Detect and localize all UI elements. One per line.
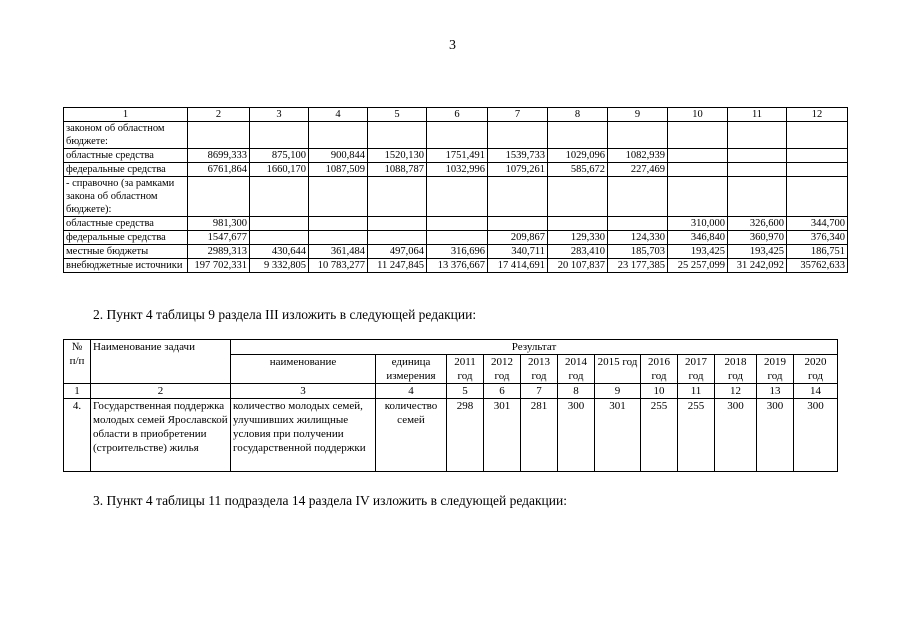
column-number: 3 <box>231 384 376 399</box>
page-number: 3 <box>449 38 456 53</box>
funding-value-cell: 310,000 <box>668 217 728 231</box>
funding-value-cell <box>250 231 309 245</box>
funding-row <box>64 163 848 177</box>
funding-row-label: федеральные средства <box>64 231 188 245</box>
funding-value-cell: 197 702,331 <box>188 259 250 273</box>
funding-value-cell <box>309 177 368 217</box>
funding-header-cell: 11 <box>728 108 787 122</box>
funding-value-cell: 1088,787 <box>368 163 427 177</box>
funding-value-cell: 900,844 <box>309 149 368 163</box>
funding-value-cell: 1520,130 <box>368 149 427 163</box>
column-number: 14 <box>794 384 838 399</box>
funding-value-cell <box>368 122 427 149</box>
year-header: 2020 год <box>794 355 838 384</box>
column-number: 7 <box>521 384 558 399</box>
row-unit: количество семей <box>376 399 447 472</box>
funding-value-cell <box>368 217 427 231</box>
funding-header-cell: 10 <box>668 108 728 122</box>
funding-value-cell: 209,867 <box>488 231 548 245</box>
funding-row <box>64 245 848 259</box>
funding-value-cell <box>250 177 309 217</box>
funding-value-cell: 1547,677 <box>188 231 250 245</box>
funding-header-cell: 2 <box>188 108 250 122</box>
column-number: 4 <box>376 384 447 399</box>
funding-value-cell: 6761,864 <box>188 163 250 177</box>
funding-value-cell <box>787 122 848 149</box>
paragraph-3: 3. Пункт 4 таблицы 11 подраздела 14 раздела IV изложить в следующей редакции: <box>93 493 567 508</box>
funding-value-cell: 1079,261 <box>488 163 548 177</box>
paragraph-2: 2. Пункт 4 таблицы 9 раздела III изложить в следующей редакции: <box>93 307 477 322</box>
funding-row <box>64 217 848 231</box>
funding-value-cell: 1660,170 <box>250 163 309 177</box>
funding-value-cell <box>548 217 608 231</box>
year-header: 2012 год <box>484 355 521 384</box>
funding-value-cell: 10 783,277 <box>309 259 368 273</box>
funding-value-cell <box>368 177 427 217</box>
funding-value-cell <box>309 217 368 231</box>
year-header: 2017 год <box>678 355 715 384</box>
column-number: 11 <box>678 384 715 399</box>
year-value: 301 <box>595 399 641 472</box>
funding-value-cell: 497,064 <box>368 245 427 259</box>
funding-value-cell <box>427 231 488 245</box>
funding-row-label: федеральные средства <box>64 163 188 177</box>
funding-row-label: местные бюджеты <box>64 245 188 259</box>
results-table <box>63 339 838 472</box>
funding-header-cell: 8 <box>548 108 608 122</box>
funding-header-cell: 9 <box>608 108 668 122</box>
funding-row-label: внебюджетные источники <box>64 259 188 273</box>
funding-header-cell: 5 <box>368 108 427 122</box>
funding-value-cell: 124,330 <box>608 231 668 245</box>
row-indicator-name: количество молодых семей, улучшивших жилищные условия при получении государственной поддержки <box>231 399 376 472</box>
funding-value-cell: 361,484 <box>309 245 368 259</box>
col-result-header: Результат <box>231 340 838 355</box>
funding-row-label: областные средства <box>64 217 188 231</box>
funding-value-cell: 1032,996 <box>427 163 488 177</box>
funding-value-cell: 344,700 <box>787 217 848 231</box>
column-number: 1 <box>64 384 91 399</box>
funding-value-cell: 326,600 <box>728 217 787 231</box>
funding-value-cell: 1087,509 <box>309 163 368 177</box>
funding-value-cell <box>427 217 488 231</box>
year-header: 2018 год <box>715 355 757 384</box>
funding-row <box>64 122 848 149</box>
funding-value-cell: 430,644 <box>250 245 309 259</box>
funding-value-cell: 1082,939 <box>608 149 668 163</box>
column-number: 8 <box>558 384 595 399</box>
column-number: 6 <box>484 384 521 399</box>
funding-value-cell <box>548 177 608 217</box>
funding-value-cell: 316,696 <box>427 245 488 259</box>
funding-value-cell <box>787 163 848 177</box>
funding-value-cell <box>608 122 668 149</box>
funding-value-cell: 23 177,385 <box>608 259 668 273</box>
funding-row-label: областные средства <box>64 149 188 163</box>
funding-value-cell: 283,410 <box>548 245 608 259</box>
column-number: 13 <box>757 384 794 399</box>
funding-value-cell: 346,840 <box>668 231 728 245</box>
row-number: 4. <box>64 399 91 472</box>
funding-value-cell: 129,330 <box>548 231 608 245</box>
funding-value-cell <box>787 149 848 163</box>
funding-value-cell <box>250 122 309 149</box>
funding-value-cell <box>548 122 608 149</box>
year-value: 298 <box>447 399 484 472</box>
year-value: 255 <box>678 399 715 472</box>
funding-row <box>64 177 848 217</box>
column-number: 9 <box>595 384 641 399</box>
funding-header-cell: 1 <box>64 108 188 122</box>
funding-value-cell: 17 414,691 <box>488 259 548 273</box>
funding-value-cell: 8699,333 <box>188 149 250 163</box>
results-data-row <box>64 399 838 472</box>
funding-value-cell <box>488 122 548 149</box>
funding-header-cell: 6 <box>427 108 488 122</box>
funding-value-cell: 13 376,667 <box>427 259 488 273</box>
funding-row <box>64 231 848 245</box>
funding-value-cell: 11 247,845 <box>368 259 427 273</box>
funding-value-cell: 20 107,837 <box>548 259 608 273</box>
funding-value-cell: 25 257,099 <box>668 259 728 273</box>
funding-header-cell: 3 <box>250 108 309 122</box>
funding-value-cell <box>488 177 548 217</box>
funding-value-cell: 31 242,092 <box>728 259 787 273</box>
funding-value-cell <box>668 163 728 177</box>
funding-value-cell: 875,100 <box>250 149 309 163</box>
funding-table <box>63 107 848 273</box>
funding-value-cell <box>309 231 368 245</box>
funding-value-cell: 193,425 <box>668 245 728 259</box>
funding-value-cell <box>368 231 427 245</box>
year-header: 2011 год <box>447 355 484 384</box>
year-value: 255 <box>641 399 678 472</box>
funding-value-cell <box>668 177 728 217</box>
funding-value-cell: 1539,733 <box>488 149 548 163</box>
funding-value-cell: 35762,633 <box>787 259 848 273</box>
funding-value-cell: 585,672 <box>548 163 608 177</box>
funding-value-cell <box>188 122 250 149</box>
funding-value-cell: 1029,096 <box>548 149 608 163</box>
funding-value-cell: 981,300 <box>188 217 250 231</box>
funding-value-cell <box>309 122 368 149</box>
funding-row <box>64 259 848 273</box>
year-value: 300 <box>794 399 838 472</box>
funding-value-cell: 376,340 <box>787 231 848 245</box>
year-value: 300 <box>757 399 794 472</box>
year-value: 281 <box>521 399 558 472</box>
year-value: 300 <box>715 399 757 472</box>
funding-header-cell: 4 <box>309 108 368 122</box>
funding-value-cell: 185,703 <box>608 245 668 259</box>
funding-header-cell: 7 <box>488 108 548 122</box>
column-number: 10 <box>641 384 678 399</box>
funding-row-label: - справочно (за рамками закона об областном бюджете): <box>64 177 188 217</box>
funding-value-cell: 360,970 <box>728 231 787 245</box>
column-number: 5 <box>447 384 484 399</box>
funding-value-cell <box>728 122 787 149</box>
year-value: 300 <box>558 399 595 472</box>
col-task-header: Наименование задачи <box>91 340 231 384</box>
funding-value-cell <box>728 163 787 177</box>
funding-value-cell <box>728 177 787 217</box>
funding-header-row <box>64 108 848 122</box>
funding-value-cell <box>608 217 668 231</box>
row-task: Государственная поддержка молодых семей Ярославской области в приобретении (строительстве) жилья <box>91 399 231 472</box>
year-header: 2013 год <box>521 355 558 384</box>
funding-value-cell <box>488 217 548 231</box>
col-number-header: № п/п <box>64 340 91 384</box>
year-header: 2019 год <box>757 355 794 384</box>
results-header-row-1 <box>64 340 838 355</box>
col-name-header: наименование <box>231 355 376 384</box>
funding-value-cell: 227,469 <box>608 163 668 177</box>
results-column-numbers-row <box>64 384 838 399</box>
funding-value-cell <box>427 122 488 149</box>
funding-value-cell: 9 332,805 <box>250 259 309 273</box>
funding-value-cell <box>787 177 848 217</box>
year-header: 2016 год <box>641 355 678 384</box>
funding-value-cell <box>188 177 250 217</box>
funding-row <box>64 149 848 163</box>
funding-value-cell <box>668 149 728 163</box>
column-number: 2 <box>91 384 231 399</box>
col-unit-header: единица измерения <box>376 355 447 384</box>
funding-value-cell: 2989,313 <box>188 245 250 259</box>
funding-value-cell <box>427 177 488 217</box>
year-value: 301 <box>484 399 521 472</box>
funding-value-cell: 340,711 <box>488 245 548 259</box>
funding-header-cell: 12 <box>787 108 848 122</box>
column-number: 12 <box>715 384 757 399</box>
funding-value-cell: 1751,491 <box>427 149 488 163</box>
year-header: 2015 год <box>595 355 641 384</box>
funding-value-cell <box>250 217 309 231</box>
funding-value-cell: 186,751 <box>787 245 848 259</box>
funding-value-cell <box>728 149 787 163</box>
funding-value-cell <box>608 177 668 217</box>
funding-value-cell <box>668 122 728 149</box>
year-header: 2014 год <box>558 355 595 384</box>
funding-row-label: законом об областном бюджете: <box>64 122 188 149</box>
funding-value-cell: 193,425 <box>728 245 787 259</box>
